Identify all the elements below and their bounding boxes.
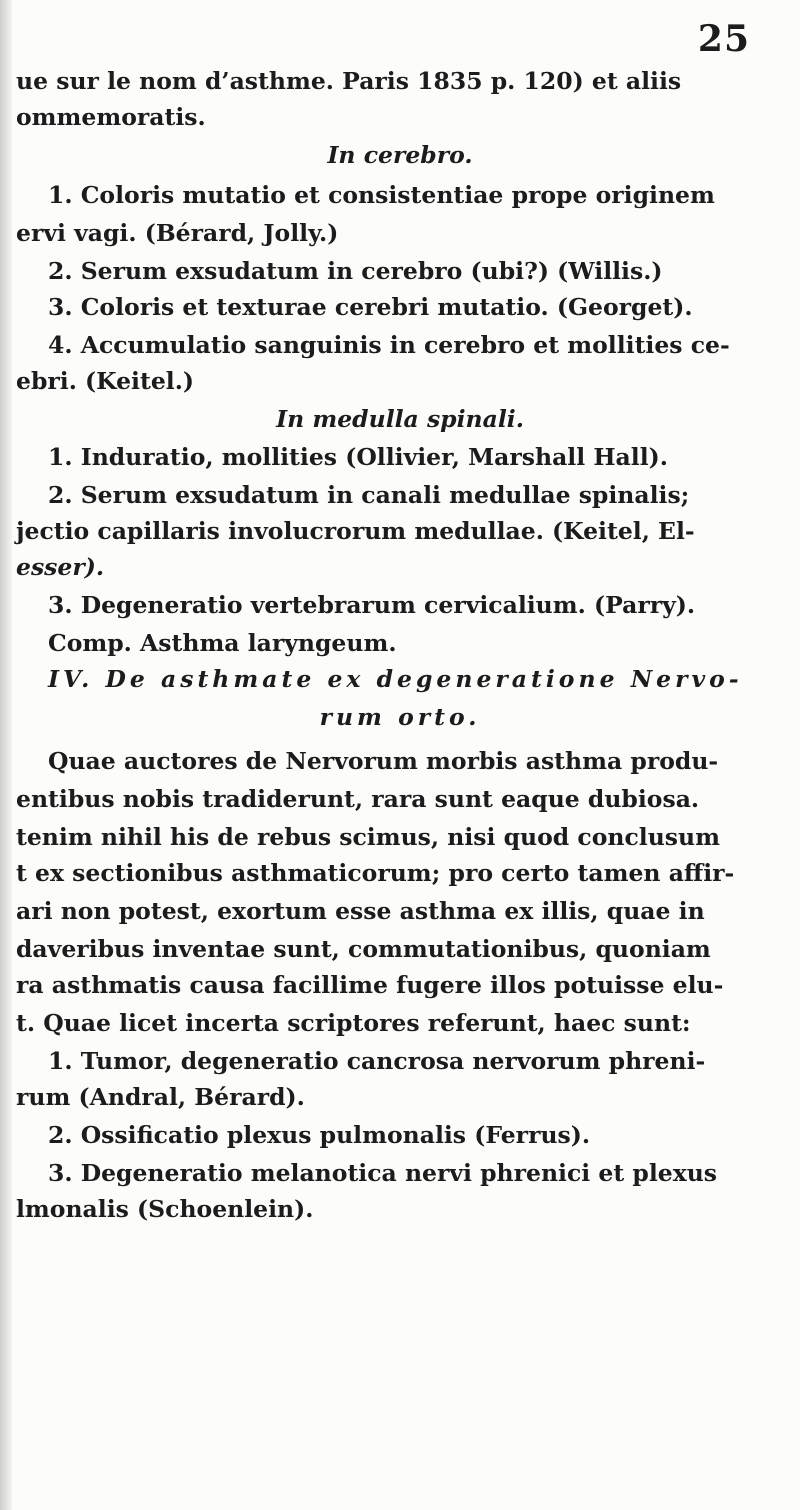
text-line-2: ommemoratis. bbox=[16, 103, 206, 131]
text-line-13: jectio capillaris involucrorum medullae. (Keitel, El- bbox=[16, 517, 695, 545]
text-line-16: Comp. Asthma laryngeum. bbox=[48, 629, 397, 657]
text-line-12: 2. Serum exsudatum in canali medullae spinalis; bbox=[48, 481, 690, 509]
text-line-6: 2. Serum exsudatum in cerebro (ubi?) (Willis.) bbox=[48, 257, 663, 285]
text-line-20: entibus nobis tradiderunt, rara sunt eaque dubiosa. bbox=[16, 785, 700, 813]
section-heading-spinal-cord: In medulla spinali. bbox=[276, 405, 524, 433]
text-line-25: ra asthmatis causa facillime fugere illos potuisse elu- bbox=[16, 971, 724, 999]
text-line-21: tenim nihil his de rebus scimus, nisi quod conclusum bbox=[16, 823, 720, 851]
text-line-24: daveribus inventae sunt, commutationibus, quoniam bbox=[16, 935, 711, 963]
text-line-5: ervi vagi. (Bérard, Jolly.) bbox=[16, 219, 339, 247]
text-line-28: rum (Andral, Bérard). bbox=[16, 1083, 305, 1111]
text-line-26: t. Quae licet incerta scriptores referunt, haec sunt: bbox=[16, 1009, 691, 1037]
text-line-29: 2. Ossificatio plexus pulmonalis (Ferrus). bbox=[48, 1121, 591, 1149]
text-line-23: ari non potest, exortum esse asthma ex illis, quae in bbox=[16, 897, 705, 925]
chapter-heading-iv-continued: rum orto. bbox=[319, 703, 481, 731]
text-line-11: 1. Induratio, mollities (Ollivier, Marshall Hall). bbox=[48, 443, 668, 471]
text-line-7: 3. Coloris et texturae cerebri mutatio. (Georget). bbox=[48, 293, 693, 321]
text-line-22: t ex sectionibus asthmaticorum; pro certo tamen affir- bbox=[16, 859, 735, 887]
text-line-14: esser). bbox=[16, 553, 105, 581]
section-heading-cerebrum: In cerebro. bbox=[327, 141, 473, 169]
text-line-19: Quae auctores de Nervorum morbis asthma produ- bbox=[48, 747, 719, 775]
page-binding-edge bbox=[0, 0, 12, 1510]
text-line-27: 1. Tumor, degeneratio cancrosa nervorum phreni- bbox=[48, 1047, 706, 1075]
text-line-4: 1. Coloris mutatio et consistentiae prope originem bbox=[48, 181, 715, 209]
text-line-1: ue sur le nom d’asthme. Paris 1835 p. 120) et aliis bbox=[16, 67, 682, 95]
text-line-15: 3. Degeneratio vertebrarum cervicalium. (Parry). bbox=[48, 591, 696, 619]
chapter-heading-iv: IV. De asthmate ex degeneratione Nervo- bbox=[48, 665, 743, 693]
text-line-30: 3. Degeneratio melanotica nervi phrenici et plexus bbox=[48, 1159, 718, 1187]
page-number: 25 bbox=[697, 18, 750, 60]
text-line-31: lmonalis (Schoenlein). bbox=[16, 1195, 314, 1223]
text-line-8: 4. Accumulatio sanguinis in cerebro et mollities ce- bbox=[48, 331, 730, 359]
text-line-9: ebri. (Keitel.) bbox=[16, 367, 194, 395]
